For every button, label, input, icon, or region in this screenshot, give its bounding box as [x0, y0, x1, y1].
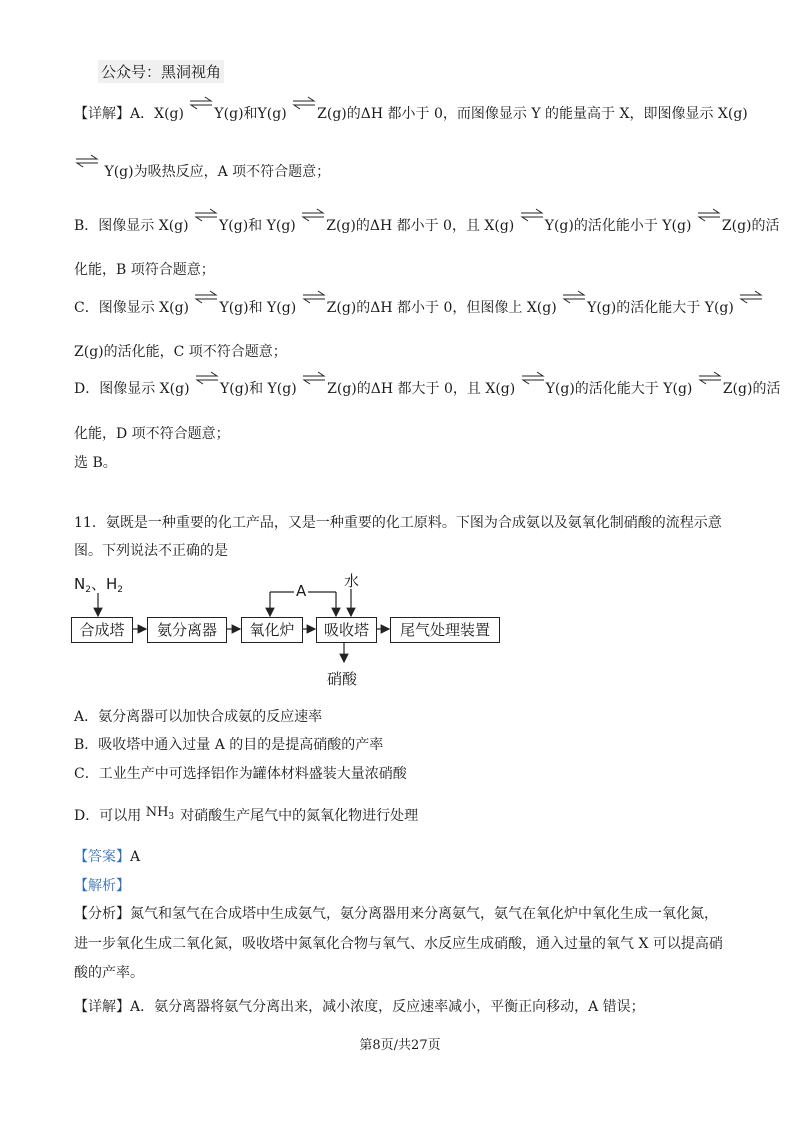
option-c: C．工业生产中可选择铝作为罐体材料盛装大量浓硝酸	[74, 766, 407, 782]
text: 【分析】	[74, 906, 130, 922]
equilibrium-arrow-icon	[193, 299, 219, 313]
equilibrium-arrow-icon	[74, 163, 100, 177]
equilibrium-arrow-icon	[697, 380, 723, 394]
question-stem-2: 图。下列说法不正确的是	[74, 543, 228, 559]
equilibrium-arrow-icon	[696, 217, 722, 231]
text: Z(g)的ΔH 都小于 0，但图像上 X(g)	[326, 300, 557, 316]
equilibrium-arrow-icon	[193, 217, 219, 231]
text: Z(g)的活	[722, 381, 781, 397]
text: 对硝酸生产尾气中的氮氧化物进行处理	[180, 808, 419, 824]
input-n2-h2	[74, 573, 123, 595]
equilibrium-arrow-icon	[520, 380, 546, 394]
text: Y(g)和 Y(g)	[219, 218, 296, 234]
process-flow-diagram	[60, 565, 520, 695]
answer-label: 【答案】	[74, 849, 130, 865]
equilibrium-arrow-icon	[194, 380, 220, 394]
option-c-line	[74, 297, 764, 317]
text: A．氨分离器将氨气分离出来，减小浓度，反应速率减小，平衡正向移动，A 错误；	[130, 999, 645, 1015]
label-a: A	[296, 582, 307, 600]
text: Y(g)为吸热反应，A 项不符合题意；	[104, 164, 331, 180]
equilibrium-arrow-icon	[519, 217, 545, 231]
detail-line-1	[74, 103, 748, 123]
text: 氮气和氢气在合成塔中生成氨气，氨分离器用来分离氨气，氨气在氧化炉中氧化生成一氧化氮，	[130, 906, 718, 922]
analysis-line-1	[74, 903, 718, 923]
equilibrium-arrow-icon	[301, 299, 327, 313]
absorption-tower-box: 吸收塔	[316, 617, 377, 643]
text: N	[74, 575, 86, 593]
option-a: A．氨分离器可以加快合成氨的反应速率	[74, 709, 323, 725]
label-nitric-acid: 硝酸	[327, 670, 358, 688]
equilibrium-arrow-icon	[300, 217, 326, 231]
page-footer: 第8页/共27页	[359, 1038, 441, 1053]
equilibrium-arrow-icon	[188, 105, 214, 119]
option-d	[74, 805, 418, 825]
text: Z(g)的活	[721, 218, 780, 234]
equilibrium-arrow-icon	[301, 380, 327, 394]
detail-label: 【详解】	[74, 106, 130, 122]
analysis-line-2: 进一步氧化生成二氧化氮，吸收塔中氮氧化合物与氧气、水反应生成硝酸，通入过量的氧气 X 可以提高硝	[74, 936, 723, 952]
watermark: 公众号：黑洞视角	[98, 60, 224, 83]
oxidation-furnace-box: 氧化炉	[241, 617, 303, 643]
text: 2	[117, 585, 123, 595]
text: Y(g)的活化能大于 Y(g)	[545, 381, 693, 397]
answer-line	[74, 846, 140, 866]
option-d-line-2: 化能，D 项不符合题意；	[74, 426, 230, 442]
text: NH	[145, 805, 169, 820]
text: Y(g)和 Y(g)	[219, 300, 297, 316]
label-water: 水	[344, 572, 360, 590]
equilibrium-arrow-icon	[561, 299, 587, 313]
text: Y(g)和 Y(g)	[219, 381, 297, 397]
text: Z(g)的ΔH 都小于 0，且 X(g)	[326, 218, 515, 234]
option-c-line-2: Z(g)的活化能，C 项不符合题意；	[74, 344, 287, 360]
option-b: B．吸收塔中通入过量 A 的目的是提高硝酸的产率	[74, 737, 384, 753]
detail-line-2	[74, 161, 330, 181]
text: 、H	[90, 575, 118, 593]
text: C．图像显示 X(g)	[74, 300, 190, 316]
tail-gas-treatment-box: 尾气处理装置	[390, 617, 500, 643]
text: Z(g)的ΔH 都小于 0，而图像显示 Y 的能量高于 X，即图像显示 X(g)	[317, 106, 748, 122]
choice-line: 选 B。	[74, 455, 117, 471]
equilibrium-arrow-icon	[291, 105, 317, 119]
text: D．图像显示 X(g)	[74, 381, 190, 397]
text: 3	[168, 812, 175, 822]
text: Y(g)的活化能小于 Y(g)	[544, 218, 692, 234]
text: A．X(g)	[130, 106, 184, 122]
analysis-line-3: 酸的产率。	[74, 965, 144, 981]
text: B．图像显示 X(g)	[74, 218, 189, 234]
analysis-label: 【解析】	[74, 878, 130, 894]
text: 【详解】	[74, 999, 130, 1015]
synthesis-tower-box: 合成塔	[71, 617, 133, 643]
detail-line-final	[74, 996, 645, 1016]
answer-value: A	[130, 849, 141, 865]
text: Y(g)的活化能大于 Y(g)	[587, 300, 734, 316]
ammonia-separator-box: 氨分离器	[147, 617, 227, 643]
option-b-line	[74, 215, 780, 235]
text: 2	[85, 585, 91, 595]
option-b-line-2: 化能，B 项符合题意；	[74, 262, 215, 278]
equilibrium-arrow-icon	[738, 299, 764, 313]
question-stem-1: 11．氨既是一种重要的化工产品，又是一种重要的化工原料。下图为合成氨以及氨氧化制硝酸的流程示意	[74, 515, 722, 531]
text: Y(g)和Y(g)	[214, 106, 287, 122]
option-d-line	[74, 378, 780, 398]
text: D．可以用	[74, 808, 142, 824]
text: Z(g)的ΔH 都大于 0，且 X(g)	[327, 381, 516, 397]
